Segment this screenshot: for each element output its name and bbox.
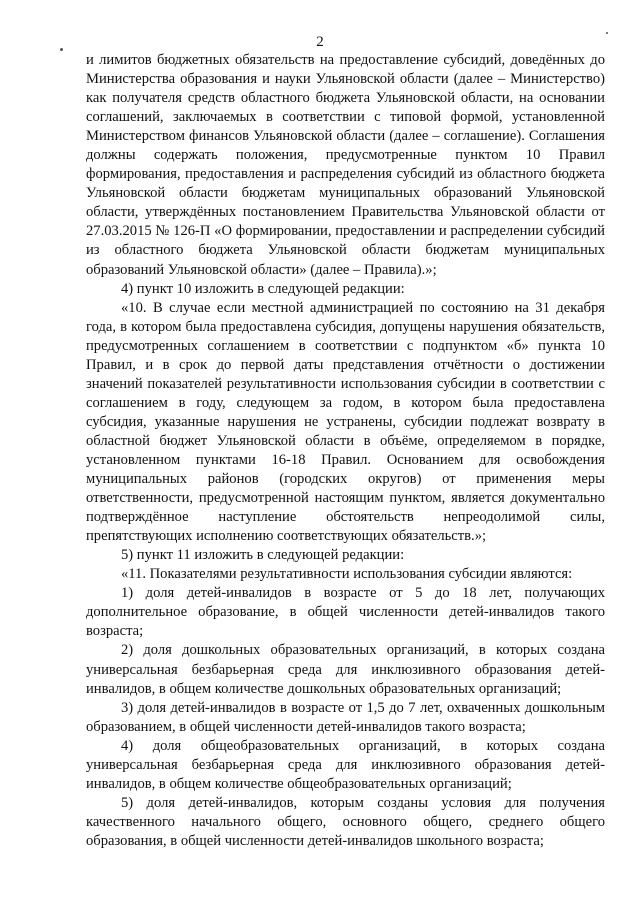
list-item-indicator-5: 5) доля детей-инвалидов, которым созданы условия для получения качественного начального общего, основного общего, среднего общего образования, в общей численности детей-инвалидов школьного возраста; — [86, 794, 605, 849]
scan-speck — [60, 48, 63, 51]
paragraph-continuation: и лимитов бюджетных обязательств на предоставление субсидий, доведённых до Министерства образования и науки Ульяновской области (далее – Министерство) как получателя средств областного бюджета Ульяновской области, на основании соглашений, заключаемых в соответствии с типовой формой, установленной Министерством финансов Ульяновской области (далее – соглашение). Соглашения должны содержать положения, предусмотренные пунктом 10 Правил формирования, предоставления и распределения субсидий из областного бюджета Ульяновской области бюджетам муниципальных образований Ульяновской области, утверждённых постановлением Правительства Ульяновской области от 27.03.2015 № 126-П «О формировании, предоставлении и распределении субсидий из областного бюджета Ульяновской области бюджетам муниципальных образований Ульяновской области» (далее – Правила).»; — [86, 52, 605, 278]
paragraph-item-5: 5) пункт 11 изложить в следующей редакции: — [121, 547, 405, 564]
page-number: 2 — [316, 34, 324, 50]
list-item-indicator-1: 1) доля детей-инвалидов в возрасте от 5 до 18 лет, получающих дополнительное образование, в общей численности детей-инвалидов такого возраста; — [86, 585, 605, 640]
paragraph-clause-10: «10. В случае если местной администрацией по состоянию на 31 декабря года, в котором была предоставлена субсидия, допущены нарушения обязательств, предусмотренных соглашением в соответствии с подпунктом «б» пункта 10 Правил, и в срок до первой даты представления отчётности о достижении значений показателей результативности использования субсидии в соответствии с соглашением в году, следующем за годом, в котором была предоставлена субсидия, указанные нарушения не устранены, субсидии подлежат возврату в областной бюджет Ульяновской области в объёме, определяемом в порядке, установленном пунктами 16-18 Правил. Основанием для освобождения муниципальных районов (городских округов) от применения меры ответственности, предусмотренной настоящим пунктом, является документально подтверждённое наступление обстоятельств непреодолимой силы, препятствующих исполнению соответствующих обязательств.»; — [86, 299, 605, 545]
scan-speck — [606, 32, 608, 34]
paragraph-clause-11: «11. Показателями результативности использования субсидии являются: — [121, 566, 573, 583]
list-item-indicator-3: 3) доля детей-инвалидов в возрасте от 1,5 до 7 лет, охваченных дошкольным образованием, в общей численности детей-инвалидов такого возраста; — [86, 699, 605, 735]
paragraph-item-4: 4) пункт 10 изложить в следующей редакции: — [121, 280, 405, 297]
list-item-indicator-2: 2) доля дошкольных образовательных организаций, в которых создана универсальная безбарьерная среда для инклюзивного образования детей-инвалидов, в общем количестве дошкольных образовательных организаций; — [86, 642, 605, 697]
document-body — [86, 51, 605, 851]
list-item-indicator-4: 4) доля общеобразовательных организаций, в которых создана универсальная безбарьерная среда для инклюзивного образования детей-инвалидов, в общем количестве общеобразовательных организаций; — [86, 737, 605, 792]
